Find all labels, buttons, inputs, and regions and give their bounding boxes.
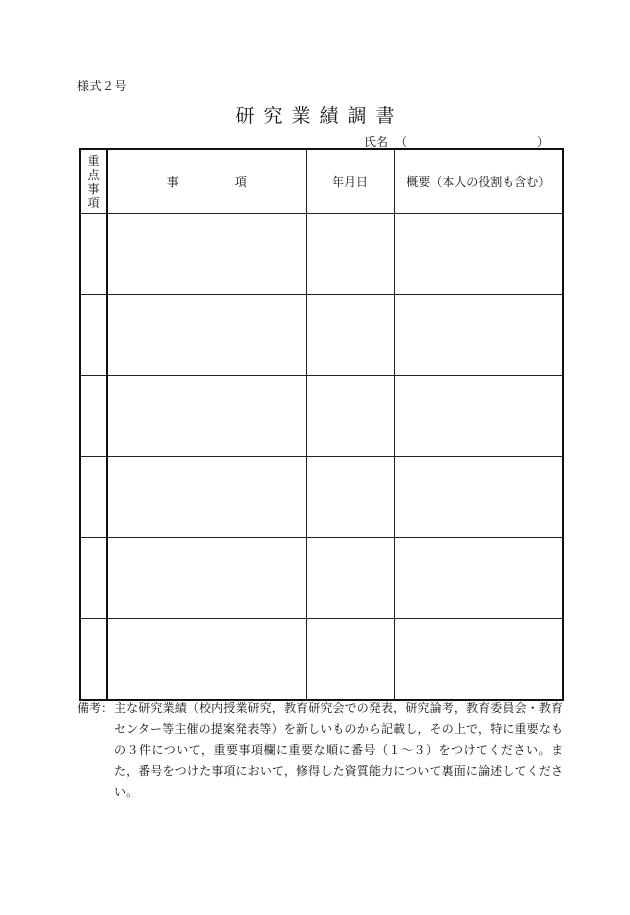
name-open-paren: （ (395, 135, 408, 149)
name-field[interactable] (364, 133, 549, 149)
date-cell[interactable] (306, 376, 394, 457)
item-cell[interactable] (107, 295, 306, 376)
item-cell[interactable] (107, 376, 306, 457)
date-cell[interactable] (306, 619, 394, 701)
priority-cell[interactable] (80, 376, 107, 457)
priority-cell[interactable] (80, 619, 107, 701)
header-date (306, 149, 394, 214)
date-cell[interactable] (306, 457, 394, 538)
priority-cell[interactable] (80, 214, 107, 295)
name-label: 氏名 (364, 135, 389, 149)
summary-cell[interactable] (394, 295, 563, 376)
header-date-label: 年月日 (331, 175, 368, 189)
table-row (80, 376, 563, 457)
date-cell[interactable] (306, 295, 394, 376)
table-header-row (80, 149, 563, 214)
remarks (77, 698, 563, 803)
item-cell[interactable] (107, 619, 306, 701)
priority-cell[interactable] (80, 295, 107, 376)
date-cell[interactable] (306, 538, 394, 619)
priority-cell[interactable] (80, 538, 107, 619)
item-cell[interactable] (107, 457, 306, 538)
header-summary-label: 概要（本人の役割も含む） (406, 175, 551, 189)
table-row (80, 457, 563, 538)
document-title: 研究業績調書 (235, 105, 404, 127)
priority-cell[interactable] (80, 457, 107, 538)
summary-cell[interactable] (394, 376, 563, 457)
header-priority-label: 重点事項 (87, 153, 100, 210)
header-priority (80, 149, 107, 214)
header-summary (394, 149, 563, 214)
table-row (80, 295, 563, 376)
header-item (107, 149, 306, 214)
summary-cell[interactable] (394, 214, 563, 295)
form-number: 様式２号 (77, 79, 128, 93)
date-cell[interactable] (306, 214, 394, 295)
remarks-text: 主な研究業績（校内授業研究，教育研究会での発表，研究論考，教育委員会・教育センター等主催の提案発表等）を新しいものから記載し，その上で，特に重要なもの３件について，重要事項欄に重要な順に番号（１～３）をつけてください。また，番号をつけた事項において，修得した資質能力について裏面に論述してください。 (114, 701, 563, 799)
summary-cell[interactable] (394, 619, 563, 701)
item-cell[interactable] (107, 214, 306, 295)
remarks-label: 備考： (77, 701, 114, 715)
summary-cell[interactable] (394, 538, 563, 619)
header-item-label: 事 項 (166, 175, 269, 189)
table-row (80, 214, 563, 295)
item-cell[interactable] (107, 538, 306, 619)
table-row (80, 619, 563, 701)
summary-cell[interactable] (394, 457, 563, 538)
name-close-paren: ） (536, 135, 549, 149)
achievements-table (79, 148, 564, 701)
table-row (80, 538, 563, 619)
